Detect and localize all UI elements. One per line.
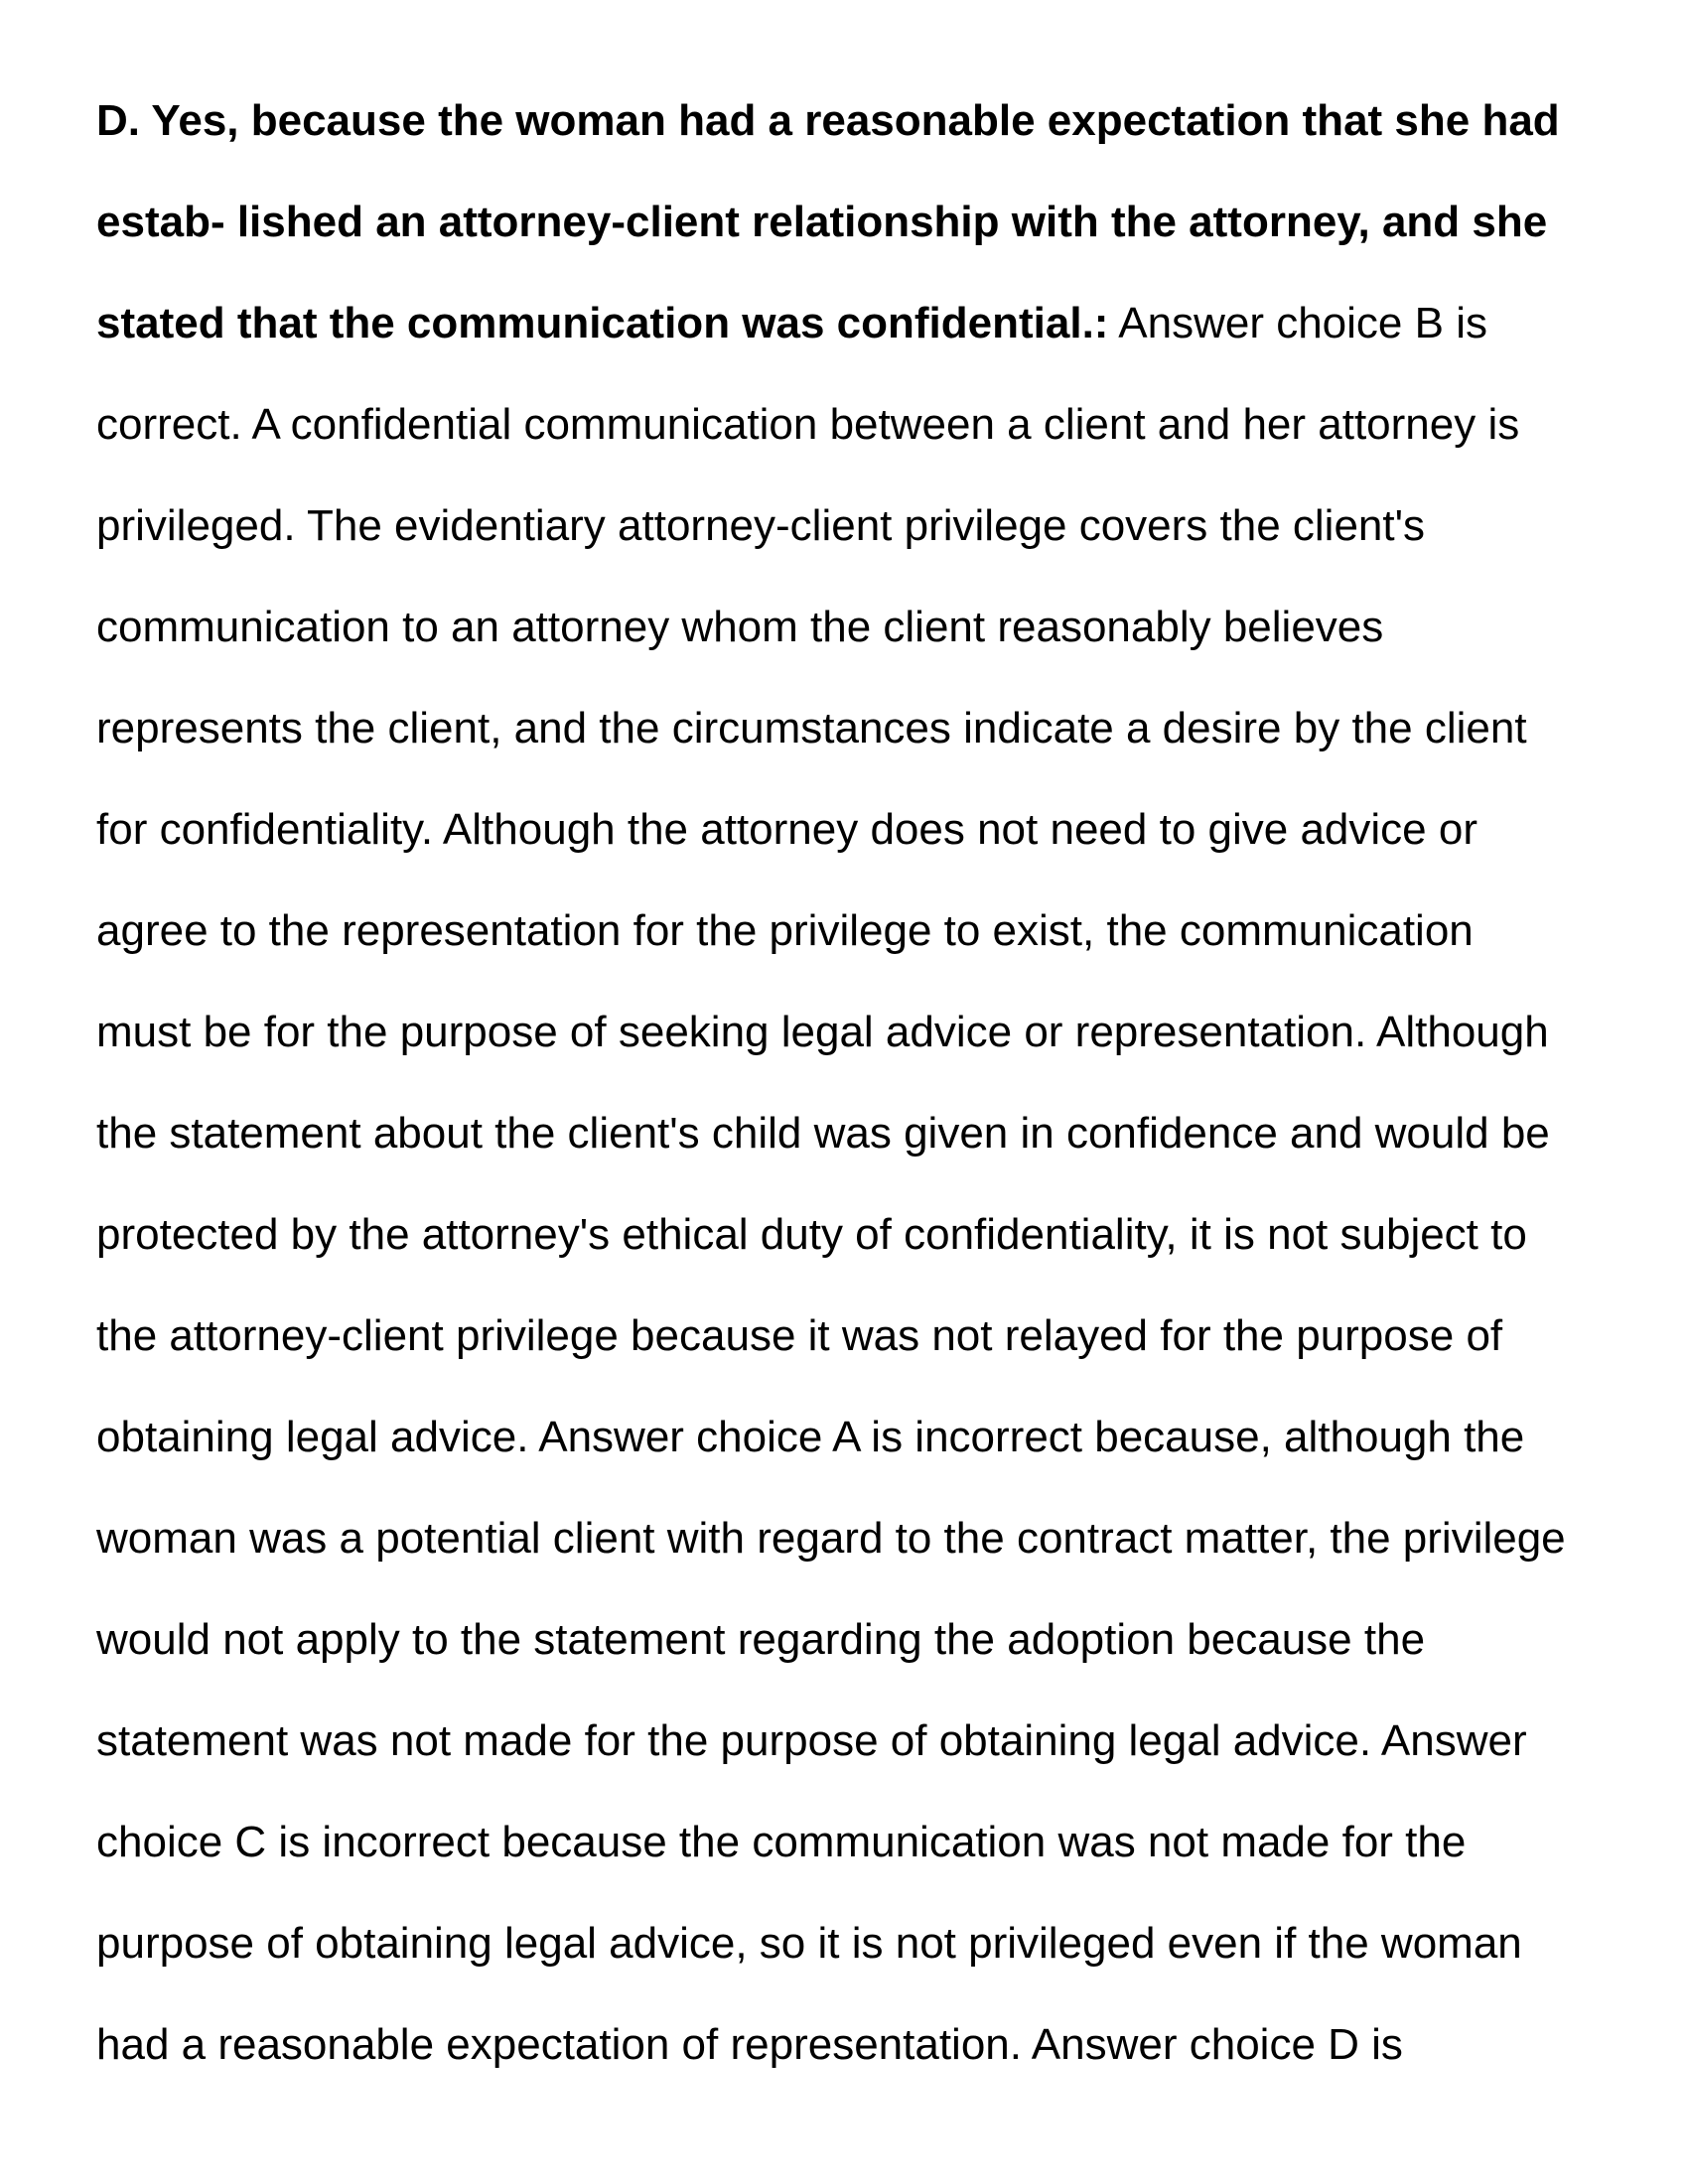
text-line-3 <box>96 273 1645 374</box>
regular-text-segment: for confidentiality. Although the attorney does not need to give advice or <box>96 805 1477 854</box>
regular-text-segment: choice C is incorrect because the communication was not made for the <box>96 1818 1467 1866</box>
regular-text-segment: statement was not made for the purpose of obtaining legal advice. Answer <box>96 1716 1527 1765</box>
text-line-6 <box>96 577 1645 678</box>
text-line-12 <box>96 1184 1645 1286</box>
text-line-13 <box>96 1286 1645 1387</box>
bold-text-segment: stated that the communication was confidential.: <box>96 299 1109 347</box>
text-line-2 <box>96 172 1645 273</box>
regular-text-segment: the statement about the client's child was given in confidence and would be <box>96 1109 1550 1158</box>
text-line-10 <box>96 982 1645 1083</box>
regular-text-segment: purpose of obtaining legal advice, so it is not privileged even if the woman <box>96 1919 1522 1968</box>
regular-text-segment: the attorney-client privilege because it was not relayed for the purpose of <box>96 1311 1503 1360</box>
text-line-16 <box>96 1589 1645 1691</box>
text-line-15 <box>96 1488 1645 1589</box>
bold-text-segment: D. Yes, because the woman had a reasonable expectation that she had <box>96 96 1560 145</box>
text-line-17 <box>96 1691 1645 1792</box>
regular-text-segment: communication to an attorney whom the client reasonably believes <box>96 603 1384 651</box>
text-line-8 <box>96 779 1645 881</box>
regular-text-segment: protected by the attorney's ethical duty of confidentiality, it is not subject to <box>96 1210 1527 1259</box>
regular-text-segment: must be for the purpose of seeking legal advice or representation. Although <box>96 1008 1549 1056</box>
regular-text-segment: correct. A confidential communication between a client and her attorney is <box>96 400 1520 449</box>
text-line-4 <box>96 374 1645 476</box>
text-line-9 <box>96 881 1645 982</box>
regular-text-segment: privileged. The evidentiary attorney-client privilege covers the client's <box>96 501 1426 550</box>
answer-explanation-paragraph <box>96 70 1645 2096</box>
regular-text-segment: agree to the representation for the privilege to exist, the communication <box>96 906 1474 955</box>
text-line-5 <box>96 476 1645 577</box>
text-line-20 <box>96 1994 1645 2096</box>
regular-text-segment: would not apply to the statement regarding the adoption because the <box>96 1615 1426 1664</box>
regular-text-segment: obtaining legal advice. Answer choice A is incorrect because, although the <box>96 1413 1525 1461</box>
text-line-14 <box>96 1387 1645 1488</box>
regular-text-segment: woman was a potential client with regard to the contract matter, the privilege <box>96 1514 1566 1563</box>
text-line-11 <box>96 1083 1645 1184</box>
bold-text-segment: estab- lished an attorney-client relationship with the attorney, and she <box>96 198 1548 246</box>
text-line-7 <box>96 678 1645 779</box>
regular-text-segment: had a reasonable expectation of representation. Answer choice D is <box>96 2020 1403 2069</box>
text-line-19 <box>96 1893 1645 1994</box>
text-line-18 <box>96 1792 1645 1893</box>
regular-text-segment: Answer choice B is <box>1108 299 1487 347</box>
regular-text-segment: represents the client, and the circumstances indicate a desire by the client <box>96 704 1527 752</box>
text-line-1 <box>96 70 1645 172</box>
